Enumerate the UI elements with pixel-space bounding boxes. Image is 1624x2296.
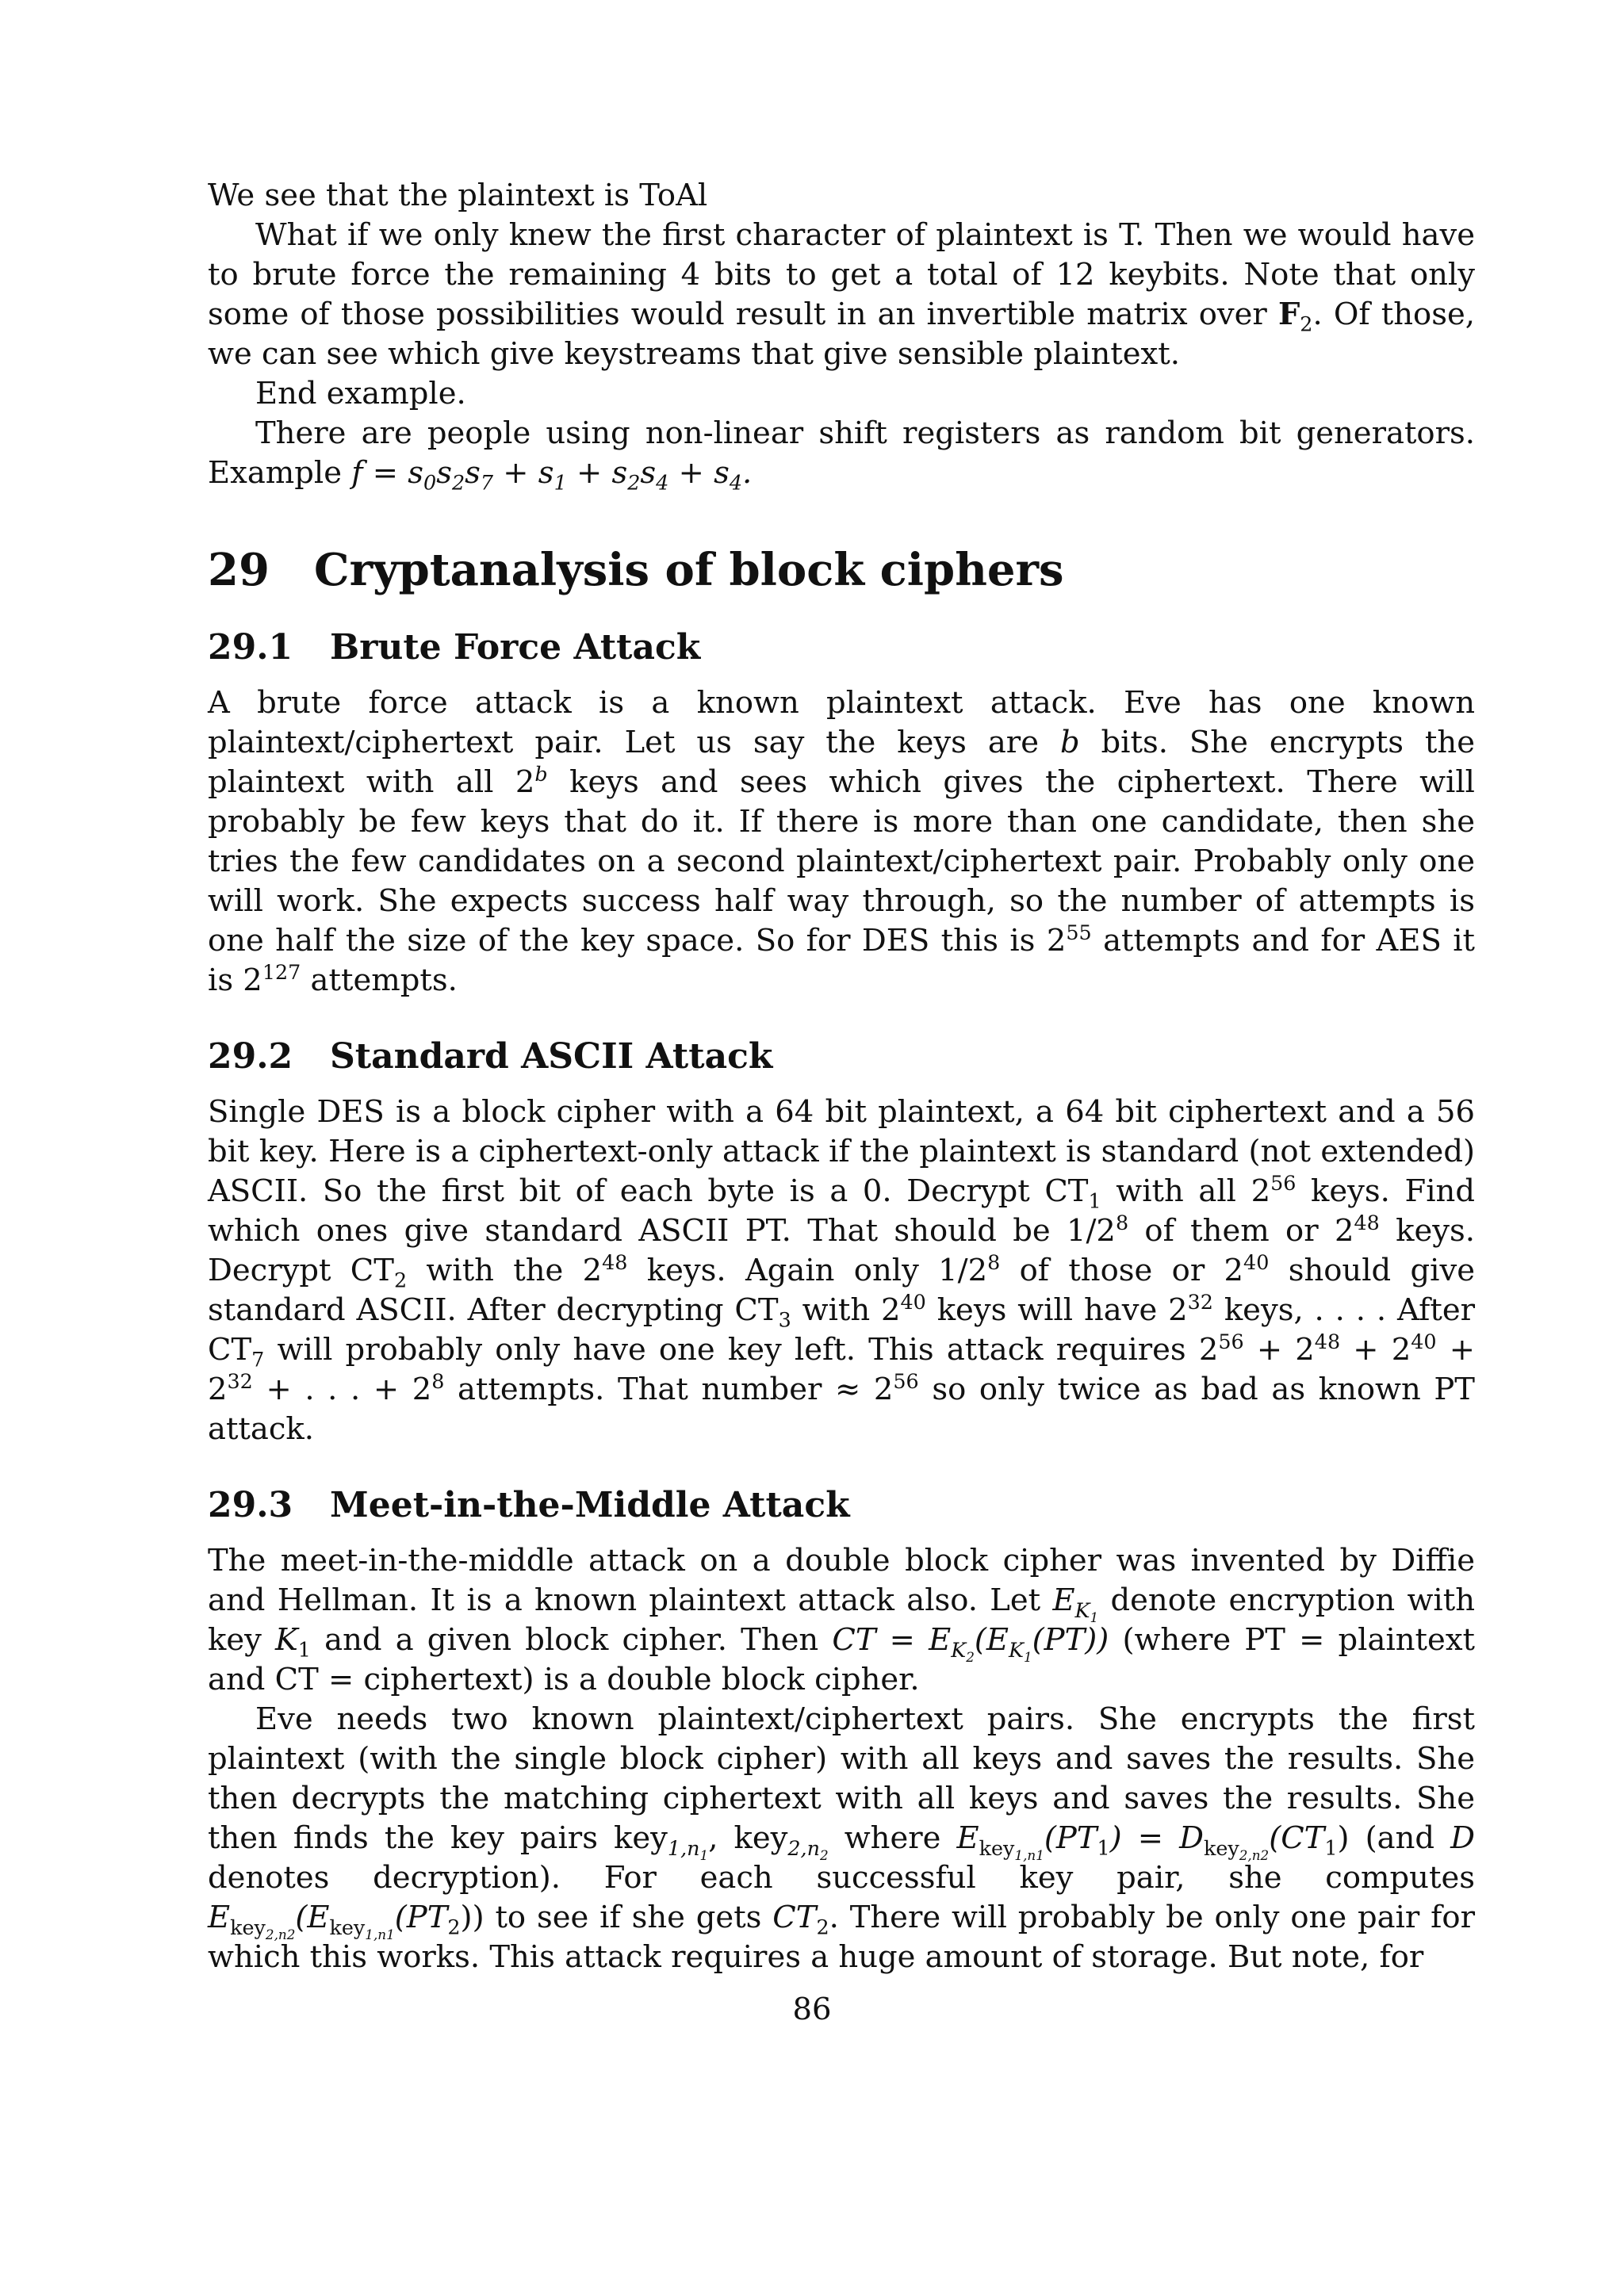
subscript: 1 — [1088, 1188, 1101, 1213]
ascii-attack-paragraph — [208, 1093, 1475, 1449]
subsection-title: Meet-in-the-Middle Attack — [330, 1485, 850, 1525]
superscript: 56 — [1270, 1171, 1297, 1196]
text-span: will probably only have one key left. This attack requires 2 — [264, 1332, 1219, 1368]
subscript: 2 — [393, 1268, 408, 1292]
superscript: 40 — [1411, 1330, 1437, 1354]
section-heading — [208, 542, 1475, 598]
text-span: . There will probably be only one pair for which this works. This attack requires a huge amount of storage. But note, for — [208, 1900, 1475, 1975]
subscript: 2,n2 — [1239, 1846, 1270, 1863]
text-span: attempts. — [301, 962, 458, 998]
math-var: D — [1450, 1820, 1475, 1856]
subsection-heading — [208, 1483, 1475, 1529]
text-span: )) to see if she gets — [460, 1900, 773, 1935]
superscript: 8 — [987, 1250, 1001, 1275]
math-var: D — [1179, 1820, 1204, 1856]
intro-paragraph-4 — [208, 414, 1475, 493]
subscript: 2 — [966, 1648, 975, 1665]
text-span: keys. Decrypt CT — [208, 1213, 1475, 1288]
subscript: 1 — [1324, 1835, 1338, 1860]
text-span: + 2 — [208, 1332, 1476, 1407]
superscript: 127 — [262, 960, 301, 985]
superscript: 48 — [602, 1250, 628, 1275]
text-span: and a given block cipher. Then — [310, 1622, 833, 1658]
superscript: 32 — [227, 1369, 253, 1394]
subsection-number: 29.2 — [208, 1036, 293, 1077]
superscript: 48 — [1354, 1211, 1380, 1235]
text-span: attempts and for AES it is 2 — [208, 923, 1476, 998]
subscript: 1,n — [667, 1835, 700, 1860]
subscript: 1 — [297, 1637, 311, 1662]
subscript: key — [1203, 1835, 1239, 1860]
math-formula: (CT — [1269, 1820, 1325, 1856]
subscript: key — [230, 1915, 266, 1939]
math-formula: (E — [295, 1900, 330, 1935]
intro-paragraph-2 — [208, 216, 1475, 374]
superscript: 32 — [1187, 1290, 1213, 1314]
intro-line — [208, 176, 1475, 216]
subsection-heading — [208, 625, 1475, 671]
subsection-title: Standard ASCII Attack — [330, 1036, 773, 1077]
text-span: with all 2 — [1101, 1173, 1271, 1209]
text-span: bits. She encrypts the plaintext with all 2 — [208, 725, 1475, 800]
text-span: Eve needs two known plaintext/ciphertext pairs. She encrypts the first plaintext (with the single block cipher) with all keys and saves the results. She then decrypts the matching ciphertext with all keys and saves the results. She then finds the key pairs key — [208, 1701, 1475, 1856]
text-span: with 2 — [791, 1292, 901, 1328]
end-example — [208, 374, 1475, 414]
math-formula: (PT — [1044, 1820, 1097, 1856]
text-span: What if we only knew the first character of plaintext is T. Then we would have to brute force the remaining 4 bits to get a total of 12 keybits. Note that only some of those possibilities would result in an invertible matrix over — [208, 217, 1475, 332]
text-span: denote encryption with key — [208, 1582, 1475, 1658]
text-span: End example. — [255, 376, 466, 411]
field-symbol: F — [1277, 297, 1300, 332]
superscript: 55 — [1066, 920, 1092, 945]
subscript: 3 — [778, 1307, 791, 1332]
math-formula: (E — [974, 1622, 1009, 1658]
intro-text: We see that the plaintext is ToAl — [208, 178, 708, 213]
text-span: keys, . . . . After CT — [208, 1292, 1476, 1368]
subscript: 1,n1 — [365, 1926, 395, 1942]
subscript: K — [1074, 1598, 1090, 1622]
brute-force-paragraph — [208, 683, 1475, 1001]
subsection-number: 29.1 — [208, 627, 293, 668]
subscript: 1,n1 — [1014, 1846, 1044, 1863]
text-span: should give standard ASCII. After decrypting CT — [208, 1253, 1475, 1328]
math-var: E — [956, 1820, 979, 1856]
subscript: key — [329, 1915, 366, 1939]
text-span: keys. Again only 1/2 — [627, 1253, 988, 1288]
math-var: CT — [772, 1900, 817, 1935]
subscript: 2,n — [787, 1835, 820, 1860]
subscript: 1 — [1023, 1648, 1032, 1665]
subscript: K — [951, 1637, 967, 1662]
superscript: 40 — [1243, 1250, 1270, 1275]
text-span: with the 2 — [407, 1253, 603, 1288]
superscript: 8 — [1115, 1211, 1129, 1235]
text-span: + 2 — [1340, 1332, 1411, 1368]
math-var: E — [208, 1900, 231, 1935]
subscript: key — [979, 1835, 1015, 1860]
mitm-paragraph-2 — [208, 1700, 1475, 1977]
superscript: b — [534, 762, 548, 786]
math-var: E — [1052, 1582, 1075, 1618]
text-span: ) (and — [1337, 1820, 1451, 1856]
subscript: 1 — [699, 1846, 709, 1863]
text-span: of them or 2 — [1128, 1213, 1354, 1249]
subscript: 1 — [1097, 1835, 1110, 1860]
subsection-heading — [208, 1034, 1475, 1080]
text-span: keys. Find which ones give standard ASCII PT. That should be 1/2 — [208, 1173, 1475, 1249]
superscript: 56 — [893, 1369, 919, 1394]
subsection-title: Brute Force Attack — [330, 627, 701, 668]
text-span: of those or 2 — [1000, 1253, 1244, 1288]
text-span: There are people using non-linear shift registers as random bit generators. Example — [208, 415, 1475, 491]
section-number: 29 — [208, 544, 270, 596]
text-span: attempts. That number ≈ 2 — [444, 1372, 894, 1407]
math-formula: ) = — [1109, 1820, 1180, 1856]
text-span: + 2 — [1243, 1332, 1315, 1368]
superscript: 48 — [1314, 1330, 1341, 1354]
text-span: keys and sees which gives the ciphertext. There will probably be few keys that do it. If there is more than one candidate, then she tries the few candidates on a second plaintext/ciphertext pair. Probably only one will work. She expects success half way through, so the number of attempts is one half the size of the key space. So for DES this is 2 — [208, 764, 1475, 959]
shift-register-formula: $f = s_0s_2s_7 + s_1 + s_2s_4 + s_4$. — [351, 455, 753, 495]
subscript: 1 — [1090, 1609, 1099, 1625]
text-span: keys will have 2 — [925, 1292, 1188, 1328]
text-span: The meet-in-the-middle attack on a double block cipher was invented by Diffie and Hellman. It is a known plaintext attack also. Let — [208, 1543, 1475, 1618]
subscript: 2 — [1300, 312, 1313, 336]
subsection-number: 29.3 — [208, 1485, 293, 1525]
superscript: 40 — [900, 1290, 926, 1314]
superscript: 56 — [1218, 1330, 1244, 1354]
text-span: A brute force attack is a known plaintext attack. Eve has one known plaintext/ciphertext pair. Let us say the keys are — [208, 685, 1475, 760]
subscript: 2 — [447, 1915, 461, 1939]
subscript: 2 — [816, 1915, 829, 1939]
text-span: where — [828, 1820, 957, 1856]
mitm-paragraph-1 — [208, 1541, 1475, 1700]
superscript: 8 — [431, 1369, 445, 1394]
text-span: Single DES is a block cipher with a 64 bit plaintext, a 64 bit ciphertext and a 56 bit key. Here is a ciphertext-only attack if the plaintext is standard (not extended) ASCII. So the first bit of each byte is a 0. Decrypt CT — [208, 1094, 1475, 1209]
page-number: 86 — [792, 1992, 832, 2027]
math-var: K — [275, 1622, 298, 1658]
math-formula: (PT)) — [1032, 1622, 1109, 1658]
page-content — [208, 176, 1475, 1977]
subscript: 2,n2 — [265, 1926, 296, 1942]
text-span: + . . . + 2 — [252, 1372, 432, 1407]
subscript: K — [1008, 1637, 1024, 1662]
math-var: b — [1059, 725, 1080, 760]
math-formula: CT = E — [832, 1622, 952, 1658]
text-span: . Of those, we can see which give keystreams that give sensible plaintext. — [208, 297, 1475, 372]
text-span: (where PT = plaintext and CT = ciphertext) is a double block cipher. — [208, 1622, 1476, 1697]
math-formula: (PT — [394, 1900, 448, 1935]
subscript: 7 — [251, 1347, 265, 1372]
text-span: so only twice as bad as known PT attack. — [208, 1372, 1475, 1447]
text-span: , key — [708, 1820, 788, 1856]
text-span: denotes decryption). For each successful key pair, she computes — [208, 1860, 1475, 1896]
section-title: Cryptanalysis of block ciphers — [314, 544, 1064, 596]
subscript: 2 — [819, 1846, 829, 1863]
